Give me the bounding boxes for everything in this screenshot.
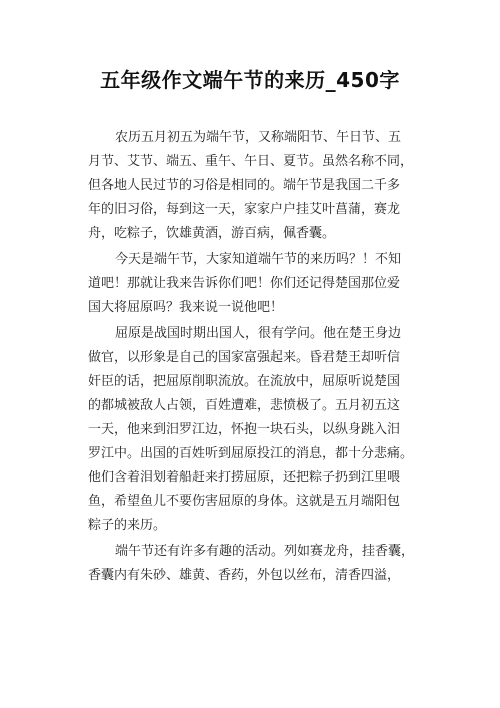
paragraph-1 xyxy=(88,126,414,246)
text-line: 香囊内有朱砂、雄黄、香药，外包以丝布，清香四溢， xyxy=(88,568,401,583)
text-line: 的都城被敌人占领，百姓遭难，悲愤极了。五月初五这 xyxy=(88,398,401,413)
text-line: 舟，吃粽子，饮雄黄酒，游百病，佩香囊。 xyxy=(88,226,336,241)
text-line: 他们含着泪划着船赶来打捞屈原，还把粽子扔到江里喂 xyxy=(88,470,401,485)
text-line: 做官，以形象是自己的国家富强起来。昏君楚王却听信 xyxy=(88,350,401,365)
text-line: 罗江中。出国的百姓听到屈原投江的消息，都十分悲痛。 xyxy=(88,446,414,461)
text-line: 但各地人民过节的习俗是相同的。端午节是我国二千多 xyxy=(88,178,401,193)
text-line: 鱼，希望鱼儿不要伤害屈原的身体。这就是五月端阳包 xyxy=(88,494,401,509)
text-line: 道吧！那就让我来告诉你们吧！你们还记得楚国那位爱 xyxy=(88,276,401,291)
text-line: 粽子的来历。 xyxy=(88,518,167,533)
document-title: 五年级作文端午节的来历_450字 xyxy=(100,68,400,92)
text-line: 奸臣的话，把屈原削职流放。在流放中，屈原听说楚国 xyxy=(88,374,401,389)
paragraph-4 xyxy=(88,540,414,588)
text-line: 一天，他来到汨罗江边，怀抱一块石头，以纵身跳入汨 xyxy=(88,422,401,437)
text-line: 国大将屈原吗？我来说一说他吧！ xyxy=(88,300,284,315)
text-line: 今天是端午节，大家知道端午节的来历吗？！不知 xyxy=(115,252,402,267)
text-line: 年的旧习俗，每到这一天，家家户户挂艾叶菖蒲，赛龙 xyxy=(88,202,401,217)
text-line: 屈原是战国时期出国人，很有学问。他在楚王身边 xyxy=(115,326,402,341)
text-line: 农历五月初五为端午节，又称端阳节、午日节、五 xyxy=(115,130,402,145)
paragraph-2 xyxy=(88,248,414,320)
paragraph-3 xyxy=(88,322,414,538)
text-line: 月节、艾节、端五、重午、午日、夏节。虽然名称不同， xyxy=(88,154,414,169)
document-body xyxy=(88,126,414,590)
text-line: 端午节还有许多有趣的活动。列如赛龙舟，挂香囊， xyxy=(115,544,415,559)
